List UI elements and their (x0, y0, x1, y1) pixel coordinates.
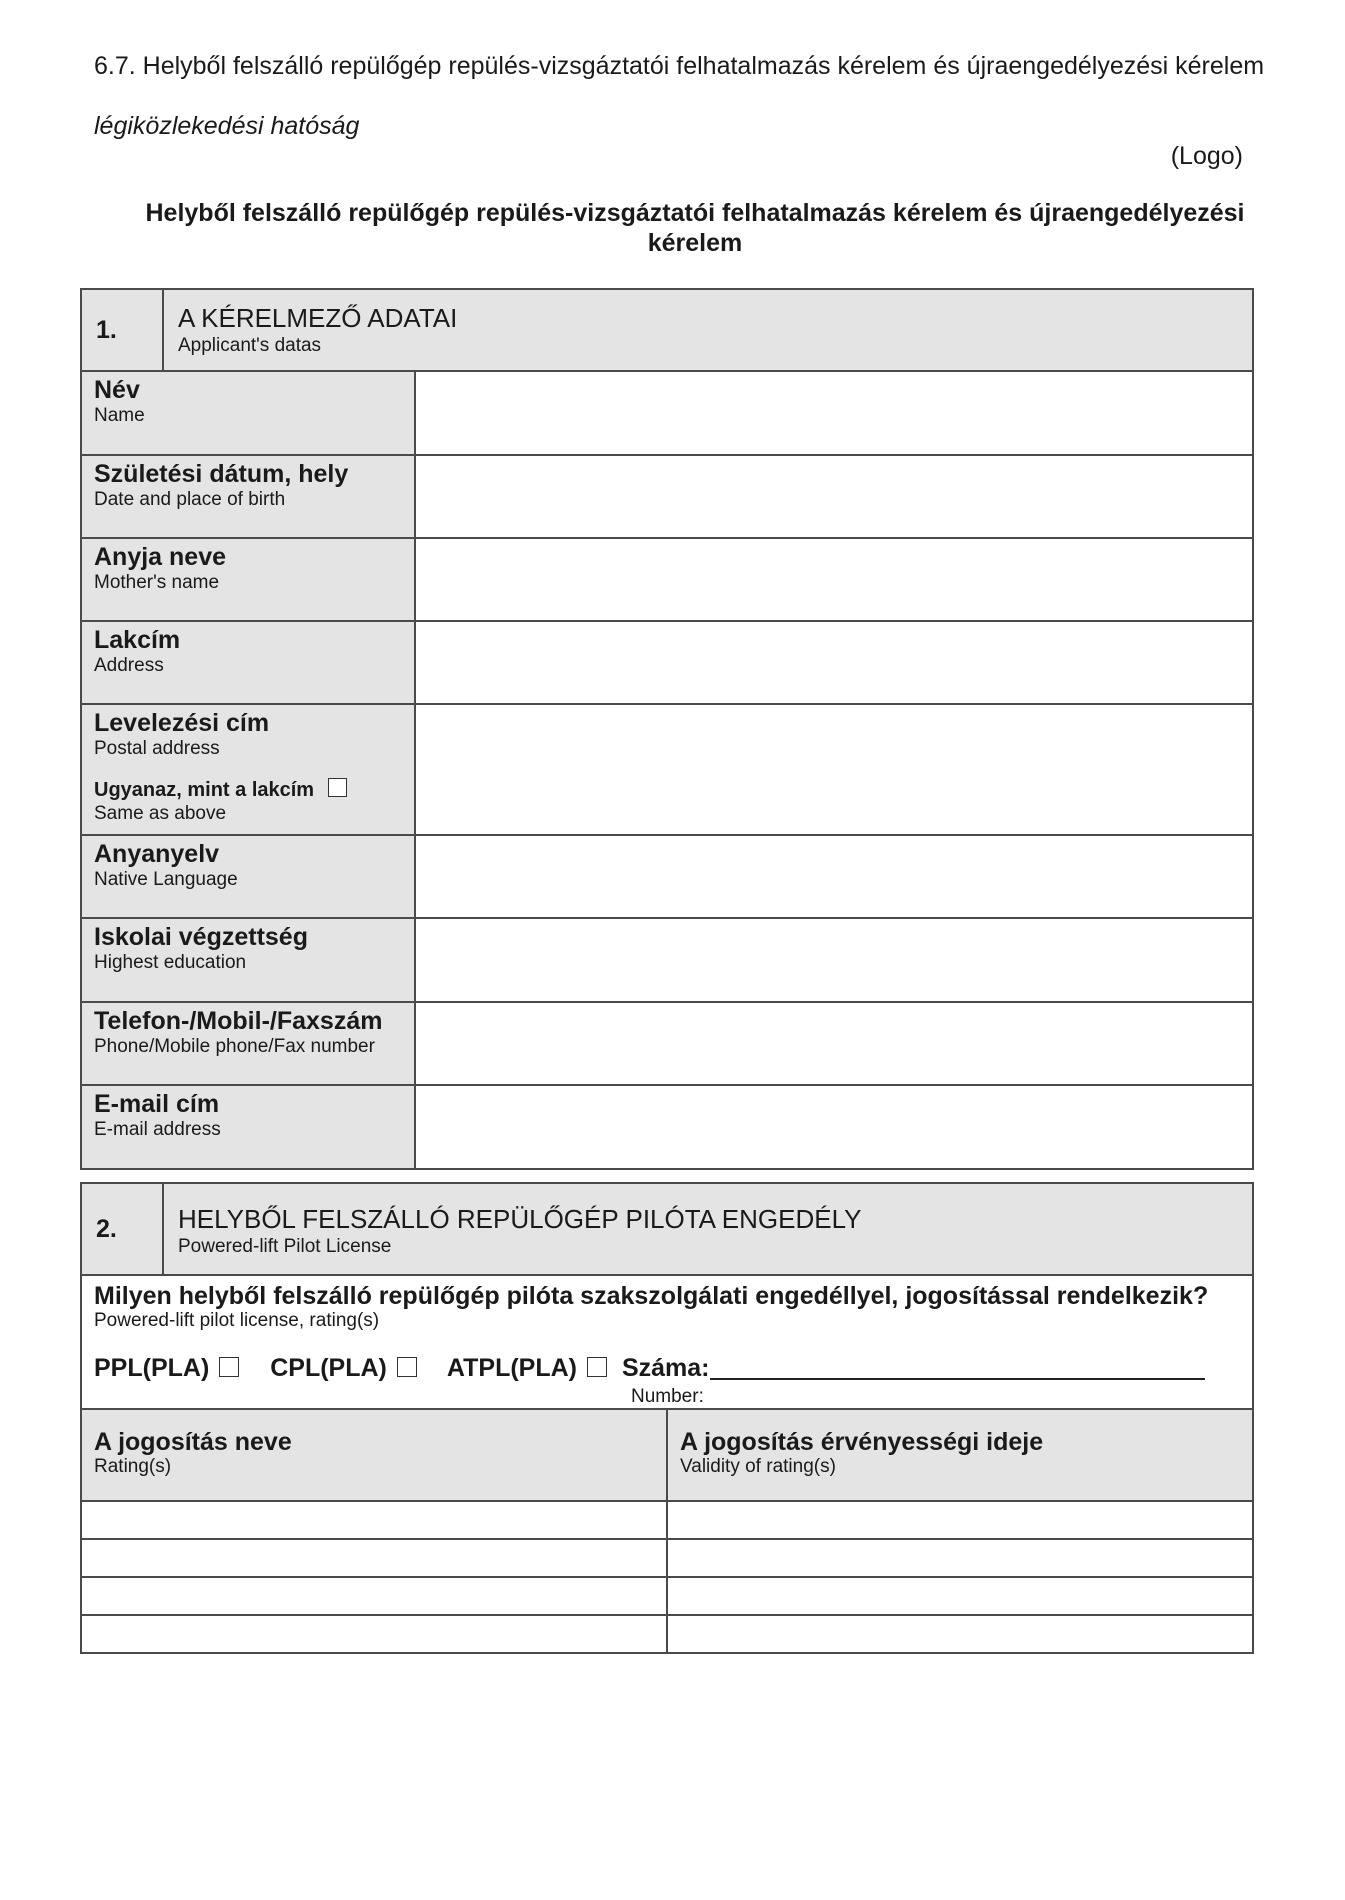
license-options (94, 1354, 1240, 1384)
question-en: Powered-lift pilot license, rating(s) (94, 1310, 380, 1331)
field-label (81, 1002, 415, 1085)
form-row-email (81, 1085, 1253, 1169)
label-hu: E-mail cím (94, 1090, 220, 1118)
form-row-postal (81, 704, 1253, 835)
cpl-checkbox[interactable] (397, 1357, 417, 1377)
section-number: 1. (81, 289, 163, 371)
form-row-address (81, 621, 1253, 704)
form-row-language (81, 835, 1253, 918)
section-header (81, 1183, 1253, 1275)
rating-validity-cell[interactable] (667, 1539, 1253, 1577)
logo-placeholder: (Logo) (1170, 142, 1243, 170)
field-label (81, 704, 415, 835)
postal-address-field[interactable] (415, 704, 1253, 835)
form-row-education (81, 918, 1253, 1002)
same-as-label-en: Same as above (94, 803, 227, 824)
license-option-atpl (447, 1354, 607, 1382)
email-field[interactable] (415, 1085, 1253, 1169)
document-heading: 6.7. Helyből felszálló repülőgép repülés-vizsgáztatói felhatalmazás kérelem és újraengedélyezési kérelem (94, 52, 1265, 80)
license-label: CPL(PLA) (270, 1354, 387, 1382)
label-en: Native Language (94, 869, 238, 890)
section-title-en: Powered-lift Pilot License (178, 1236, 392, 1257)
authority-name: légiközlekedési hatóság (94, 112, 360, 140)
address-field[interactable] (415, 621, 1253, 704)
label-en: Highest education (94, 952, 247, 973)
phone-field[interactable] (415, 1002, 1253, 1085)
label-hu: Lakcím (94, 626, 181, 654)
rating-row (81, 1501, 1253, 1539)
label-hu: Levelezési cím (94, 709, 270, 737)
section-number: 2. (81, 1183, 163, 1275)
native-language-field[interactable] (415, 835, 1253, 918)
license-label: PPL(PLA) (94, 1354, 210, 1382)
column-header-en: Rating(s) (94, 1456, 172, 1477)
same-as-address-option (94, 778, 402, 802)
section-title (163, 1183, 1253, 1275)
rating-name-cell[interactable] (81, 1539, 667, 1577)
rating-name-header (81, 1409, 667, 1501)
education-field[interactable] (415, 918, 1253, 1002)
section-header (81, 289, 1253, 371)
form-title: Helyből felszálló repülőgép repülés-vizsgáztatói felhatalmazás kérelem és újraengedélyezési kérelem (145, 199, 1245, 257)
ratings-header-row (81, 1409, 1253, 1501)
label-hu: Név (94, 376, 140, 404)
rating-validity-cell[interactable] (667, 1577, 1253, 1615)
birth-date-place-field[interactable] (415, 455, 1253, 538)
section-title-hu: A KÉRELMEZŐ ADATAI (178, 303, 458, 333)
section-title (163, 289, 1253, 371)
ppl-checkbox[interactable] (219, 1357, 239, 1377)
field-label (81, 621, 415, 704)
label-en: Postal address (94, 738, 220, 759)
section-title-hu: HELYBŐL FELSZÁLLÓ REPÜLŐGÉP PILÓTA ENGEDÉLY (178, 1204, 862, 1234)
applicant-section (80, 288, 1254, 1170)
column-header-en: Validity of rating(s) (680, 1456, 836, 1477)
label-en: E-mail address (94, 1119, 221, 1140)
rating-name-cell[interactable] (81, 1577, 667, 1615)
license-question (81, 1275, 1253, 1409)
label-en: Phone/Mobile phone/Fax number (94, 1036, 375, 1057)
license-number-field[interactable] (710, 1354, 1205, 1380)
same-as-address-checkbox[interactable] (328, 778, 347, 797)
license-label: ATPL(PLA) (446, 1354, 577, 1382)
label-en: Mother's name (94, 572, 220, 593)
atpl-checkbox[interactable] (587, 1357, 607, 1377)
rating-validity-cell[interactable] (667, 1615, 1253, 1653)
mother-name-field[interactable] (415, 538, 1253, 621)
field-label (81, 371, 415, 455)
rating-name-cell[interactable] (81, 1501, 667, 1539)
label-hu: Anyja neve (94, 543, 227, 571)
field-label (81, 918, 415, 1002)
license-option-ppl (94, 1354, 239, 1382)
label-hu: Születési dátum, hely (94, 460, 349, 488)
field-label (81, 1085, 415, 1169)
column-header-hu: A jogosítás neve (94, 1428, 292, 1456)
license-option-cpl (270, 1354, 417, 1382)
label-en: Name (94, 405, 145, 426)
name-field[interactable] (415, 371, 1253, 455)
form-row-mother (81, 538, 1253, 621)
label-hu: Iskolai végzettség (94, 923, 308, 951)
number-label: Száma: (621, 1354, 710, 1382)
form-row-phone (81, 1002, 1253, 1085)
form-row-name (81, 371, 1253, 455)
rating-name-cell[interactable] (81, 1615, 667, 1653)
field-label (81, 538, 415, 621)
rating-row (81, 1539, 1253, 1577)
column-header-hu: A jogosítás érvényességi ideje (680, 1428, 1044, 1456)
number-label-en: Number: (631, 1386, 704, 1407)
license-question-row (81, 1275, 1253, 1409)
question-hu: Milyen helyből felszálló repülőgép pilóta szakszolgálati engedéllyel, jogosítással rendelkezik? (94, 1282, 1209, 1310)
label-en: Address (94, 655, 164, 676)
label-hu: Anyanyelv (94, 840, 220, 868)
rating-row (81, 1577, 1253, 1615)
label-en: Date and place of birth (94, 489, 286, 510)
field-label (81, 455, 415, 538)
same-as-label: Ugyanaz, mint a lakcím (94, 779, 315, 801)
label-hu: Telefon-/Mobil-/Faxszám (94, 1007, 383, 1035)
field-label (81, 835, 415, 918)
form-row-birth (81, 455, 1253, 538)
section-title-en: Applicant's datas (178, 335, 322, 356)
rating-validity-cell[interactable] (667, 1501, 1253, 1539)
license-section (80, 1182, 1254, 1654)
rating-row (81, 1615, 1253, 1653)
rating-validity-header (667, 1409, 1253, 1501)
